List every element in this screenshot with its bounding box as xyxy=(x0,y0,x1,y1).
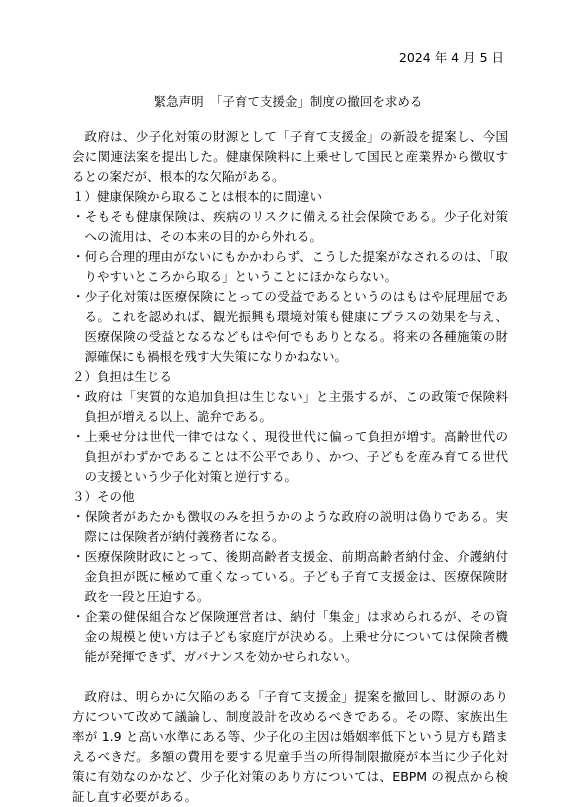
conclusion-paragraph: 政府は、明らかに欠陥のある「子育て支援金」提案を撤回し、財源のあり方について改めて議論し、制度設計を改めるべきである。その際、家族出生率が 1.9 と高い水準にある等、少子化の主因は婚姻率低下という見方も踏まえるべきだ。多額の費用を要する児童手当の所得制限撤廃が本当に少子化対策に有効なのかなど、少子化対策のあり方については、EBPM の視点から検証し直す必要がある。 xyxy=(72,689,508,804)
section-heading: ２）負担は生じる xyxy=(72,369,173,384)
section-3 xyxy=(72,487,508,667)
list-item: ・上乗せ分は世代一律ではなく、現役世代に偏って負担が増す。高齢世代の負担がわずかであることは不公平であり、かつ、子どもを産み育てる世代の支援という少子化対策と逆行する。 xyxy=(72,429,508,484)
section-3-list xyxy=(72,507,508,667)
statement-date: 2024 年 4 月 5 日 xyxy=(398,50,504,65)
list-item: ・企業の健保組合など保険運営者は、納付「集金」は求められるが、その資金の規模と使い方は子ども家庭庁が決める。上乗せ分については保険者機能が発揮できず、ガバナンスを効かせられない。 xyxy=(72,609,508,664)
section-2 xyxy=(72,367,508,487)
intro-paragraph: 政府は、少子化対策の財源として「子育て支援金」の新設を提案し、今国会に関連法案を提出した。健康保険料に上乗せして国民と産業界から徴収するとの案だが、根本的な欠陥がある。 xyxy=(72,129,508,184)
section-heading: １）健康保険から取ることは根本的に間違い xyxy=(72,189,323,204)
section-1 xyxy=(72,187,508,367)
paragraph-spacer xyxy=(72,667,508,687)
list-item: ・何ら合理的理由がないにもかかわらず、こうした提案がなされるのは、「取りやすいところから取る」ということにほかならない。 xyxy=(72,249,508,284)
section-1-list xyxy=(72,207,508,367)
list-item: ・そもそも健康保険は、疾病のリスクに備える社会保険である。少子化対策への流用は、その本来の目的から外れる。 xyxy=(72,209,508,244)
section-heading: ３）その他 xyxy=(72,489,135,504)
statement-title: 緊急声明 「子育て支援金」制度の撤回を求める xyxy=(153,94,423,109)
section-2-list xyxy=(72,387,508,487)
list-item: ・医療保険財政にとって、後期高齢者支援金、前期高齢者納付金、介護納付金負担が既に極めて重くなっている。子ども子育て支援金は、医療保険財政を一段と圧迫する。 xyxy=(72,549,508,604)
statement-body xyxy=(72,127,508,807)
list-item: ・少子化対策は医療保険にとっての受益であるというのはもはや屁理屈である。これを認めれば、観光振興も環境対策も健康にプラスの効果を与え、医療保険の受益となるなどもはや何でもありとなる。将来の各種施策の財源確保にも禍根を残す大失策になりかねない。 xyxy=(72,289,508,364)
list-item: ・保険者があたかも徴収のみを担うかのような政府の説明は偽りである。実際には保険者が納付義務者になる。 xyxy=(72,509,508,544)
list-item: ・政府は「実質的な追加負担は生じない」と主張するが、この政策で保険料負担が増える以上、詭弁である。 xyxy=(72,389,508,424)
